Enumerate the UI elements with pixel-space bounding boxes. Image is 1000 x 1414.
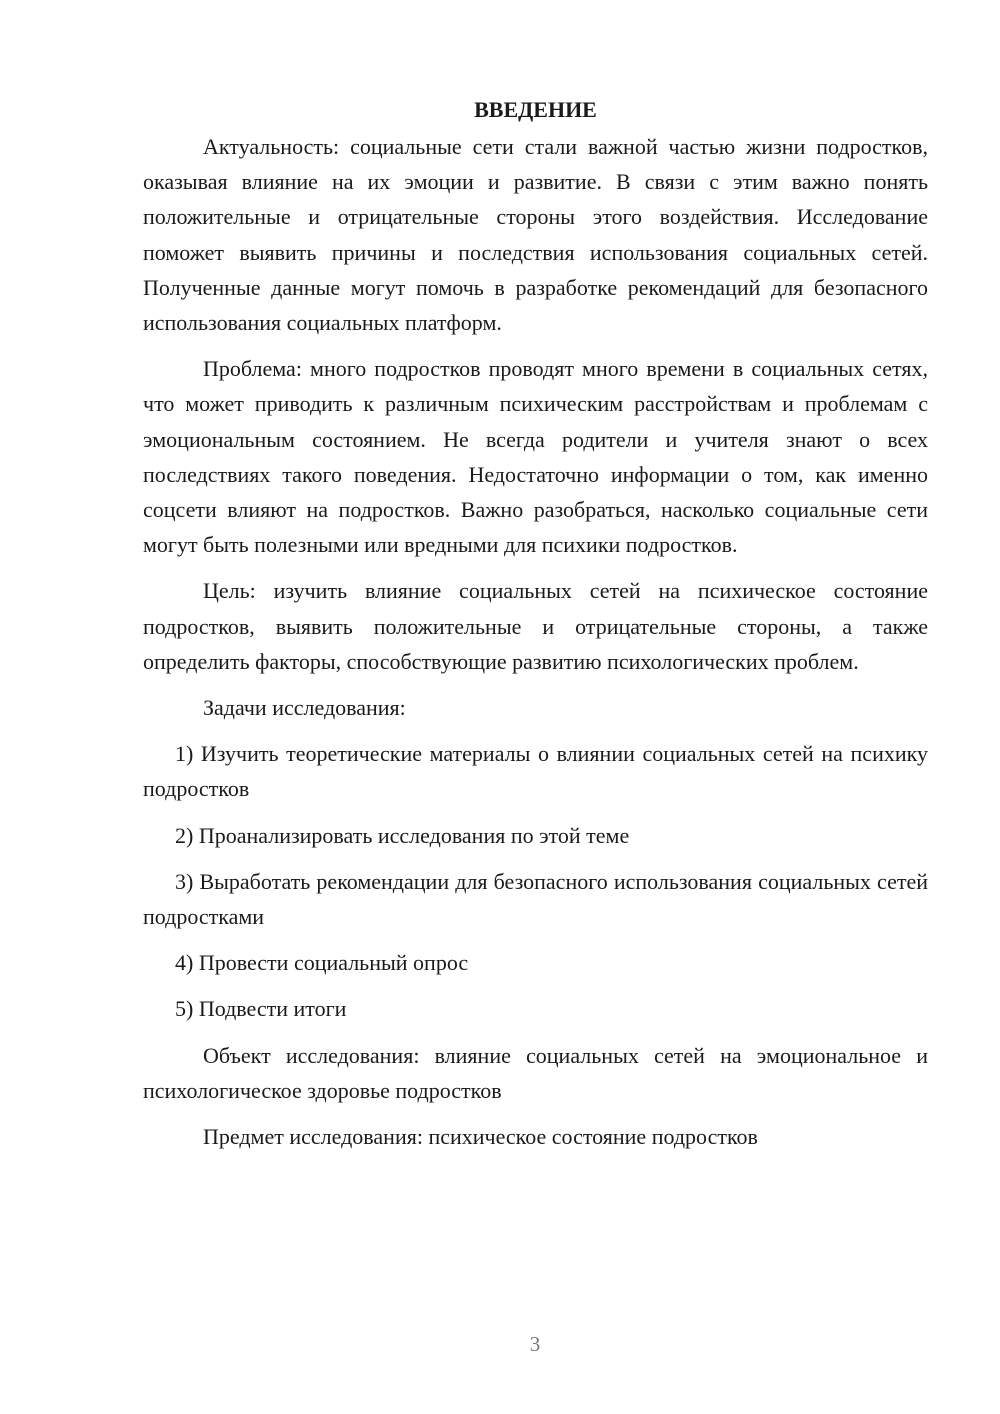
section-title: ВВЕДЕНИЕ	[474, 97, 597, 122]
goal-paragraph: Цель: изучить влияние социальных сетей на психическое состояние подростков, выявить положительные и отрицательные стороны, а также определить факторы, способствующие развитию психологических проблем.	[143, 578, 928, 674]
page-number: 3	[529, 1332, 541, 1356]
problem-paragraph: Проблема: много подростков проводят много времени в социальных сетях, что может приводить к различным психическим расстройствам и проблемам с эмоциональным состоянием. Не всегда родители и учителя знают о всех последствиях такого поведения. Недостаточно информации о том, как именно соцсети влияют на подростков. Важно разобраться, насколько социальные сети могут быть полезными или вредными для психики подростков.	[143, 356, 928, 558]
task-item-2: 2) Проанализировать исследования по этой теме	[175, 822, 630, 848]
task-item-1: 1) Изучить теоретические материалы о влиянии социальных сетей на психику подростков	[143, 741, 928, 802]
task-item-5: 5) Подвести итоги	[175, 996, 347, 1022]
relevance-paragraph: Актуальность: социальные сети стали важной частью жизни подростков, оказывая влияние на их эмоции и развитие. В связи с этим важно понять положительные и отрицательные стороны этого воздействия. Исследование поможет выявить причины и последствия использования социальных сетей. Полученные данные могут помочь в разработке рекомендаций для безопасного использования социальных платформ.	[143, 134, 928, 336]
research-subject-paragraph: Предмет исследования: психическое состояние подростков	[203, 1124, 758, 1150]
research-object-paragraph: Объект исследования: влияние социальных сетей на эмоциональное и психологическое здоровье подростков	[143, 1042, 928, 1103]
task-item-4: 4) Провести социальный опрос	[175, 950, 469, 976]
page-content	[143, 92, 928, 1165]
task-item-3: 3) Выработать рекомендации для безопасного использования социальных сетей подростками	[143, 868, 928, 930]
tasks-heading: Задачи исследования:	[203, 695, 406, 721]
tasks-list	[143, 736, 928, 1026]
